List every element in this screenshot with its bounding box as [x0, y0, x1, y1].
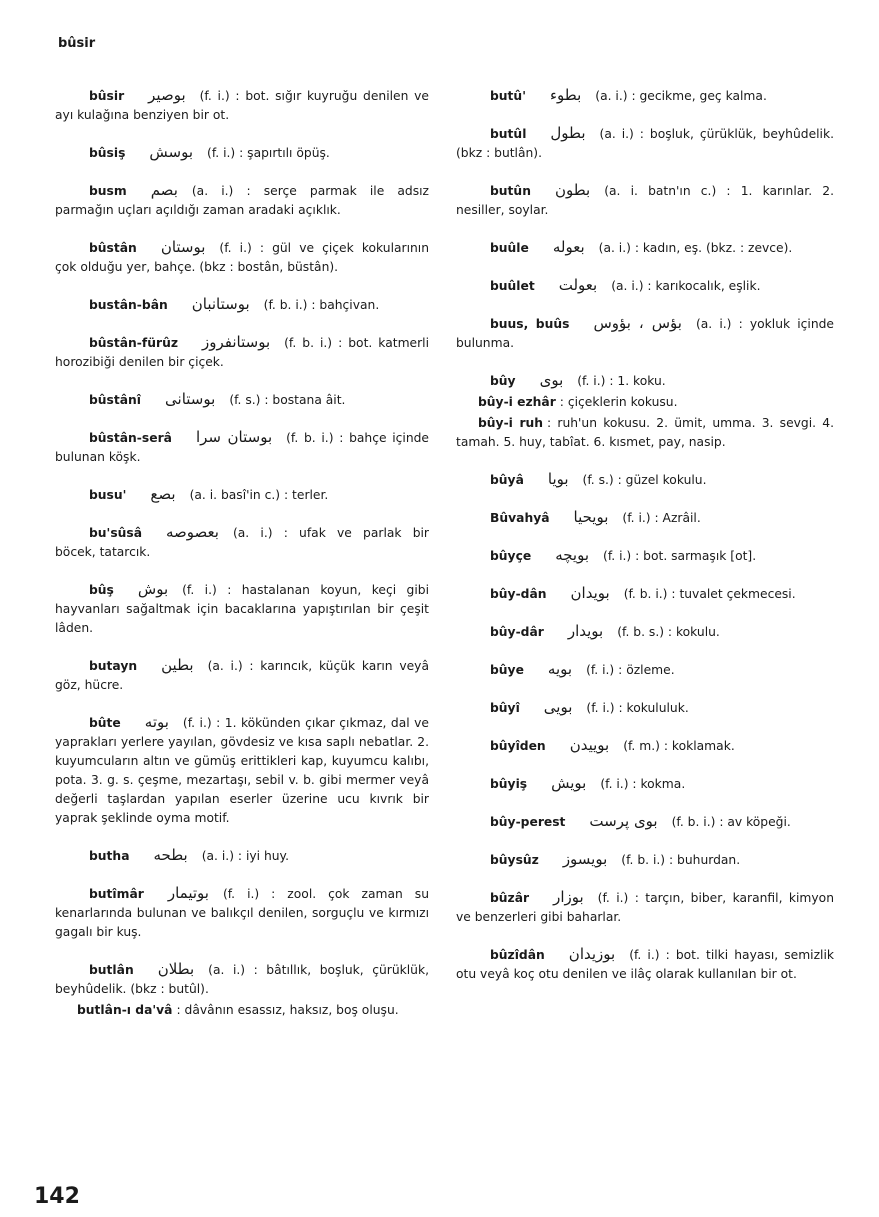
entry-definition: (f. i.) : bot. tilki hayası, semizlik otu veyâ koç otu denilen ve ilâç olarak kullanılan bir ot. [456, 948, 834, 981]
entry-arabic-script: بطوء [549, 86, 582, 104]
entry-arabic-script: بطلان [157, 960, 195, 978]
entry-headword: butlân [89, 963, 134, 977]
dictionary-entry [456, 945, 834, 984]
entry-definition: (a. i.) : iyi huy. [201, 849, 289, 863]
entry-arabic-script: بطول [550, 124, 586, 142]
dictionary-entry [456, 470, 834, 490]
entry-arabic-script: بوته [144, 713, 169, 731]
entry-arabic-script: بوتیمار [167, 884, 209, 902]
entry-headword: butûn [490, 184, 531, 198]
dictionary-entry [55, 295, 429, 315]
dictionary-entry [456, 86, 834, 106]
entry-headword: bûyçe [490, 549, 532, 563]
dictionary-entry [456, 276, 834, 296]
entry-headword: bûzîdân [490, 948, 545, 962]
entry-arabic-script: بویی [543, 698, 573, 716]
entry-arabic-script: بعوله [552, 238, 585, 256]
left-column [55, 86, 429, 1038]
entry-arabic-script: بوش [137, 580, 169, 598]
entry-definition: (a. i. batn'ın c.) : 1. karınlar. 2. nesiller, soylar. [456, 184, 834, 217]
entry-headword: bûy-perest [490, 815, 566, 829]
entry-definition: (f. i.) : özleme. [586, 663, 675, 677]
dictionary-entry [456, 414, 834, 452]
dictionary-entry [456, 508, 834, 528]
entry-headword: bûyîden [490, 739, 546, 753]
entry-headword: busu' [89, 488, 127, 502]
entry-headword: butûl [490, 127, 527, 141]
entry-arabic-script: بوصیر [148, 86, 186, 104]
entry-headword: buus, buûs [490, 317, 570, 331]
entry-definition: (f. b. i.) : bahçe içinde bulunan köşk. [55, 431, 429, 464]
dictionary-entry [55, 713, 429, 828]
entry-headword: buûlet [490, 279, 535, 293]
dictionary-entry [456, 181, 834, 220]
entry-definition: (f. b. i.) : bot. katmerli horozibiği denilen bir çiçek. [55, 336, 429, 369]
entry-arabic-script: بویا [547, 470, 569, 488]
dictionary-entry [456, 850, 834, 870]
dictionary-entry [456, 698, 834, 718]
entry-definition: (a. i.) : bâtıllık, boşluk, çürüklük, beyhûdelik. (bkz : butûl). [55, 963, 429, 996]
entry-definition: (f. i.) : Azrâil. [622, 511, 701, 525]
entry-definition: (f. i.) : hastalanan koyun, keçi gibi hayvanları sağaltmak için bacaklarına yapıştırılan bir çeşit lâden. [55, 583, 429, 635]
dictionary-entry [55, 485, 429, 505]
entry-arabic-script: بؤس ، بؤوس [593, 314, 682, 332]
entry-arabic-script: بوسش [149, 143, 194, 161]
entry-arabic-script: بویسوز [562, 850, 608, 868]
dictionary-entry [55, 1001, 429, 1020]
entry-arabic-script: بطین [161, 656, 194, 674]
entry-headword: bûstân [89, 241, 137, 255]
entry-arabic-script: بوی [539, 371, 564, 389]
entry-arabic-script: بویدان [570, 584, 610, 602]
dictionary-entry [55, 960, 429, 999]
entry-arabic-script: بوزار [553, 888, 584, 906]
dictionary-entry [55, 143, 429, 163]
dictionary-entry [456, 584, 834, 604]
entry-definition: (f. i.) : gül ve çiçek kokularının çok olduğu yer, bahçe. (bkz : bostân, büstân). [55, 241, 429, 274]
entry-definition: (f. i.) : zool. çok zaman su kenarlarında bulunan ve balıkçıl denilen, sorguçlu ve kırmızı gagalı bir kuş. [55, 887, 429, 939]
entry-definition: (f. b. i.) : buhurdan. [621, 853, 741, 867]
entry-arabic-script: بوییدن [569, 736, 610, 754]
entry-headword: bûye [490, 663, 524, 677]
entry-headword: bûş [89, 583, 114, 597]
entry-definition: (f. i.) : 1. koku. [577, 374, 666, 388]
running-head: bûsir [58, 36, 96, 51]
entry-headword: busm [89, 184, 127, 198]
entry-definition: (f. i.) : tarçın, biber, karanfil, kimyon ve benzerleri gibi baharlar. [456, 891, 834, 924]
entry-headword: bûstân-fürûz [89, 336, 178, 350]
dictionary-entry [456, 393, 834, 412]
entry-headword: Bûvahyâ [490, 511, 550, 525]
dictionary-entry [456, 736, 834, 756]
right-column [456, 86, 834, 1002]
dictionary-entry [55, 333, 429, 372]
dictionary-entry [55, 390, 429, 410]
entry-arabic-script: بویه [547, 660, 573, 678]
entry-definition: : ruh'un kokusu. 2. ümit, umma. 3. sevgi. 4. tamah. 5. huy, tabîat. 6. kısmet, pay, nasip. [456, 416, 834, 449]
dictionary-entry [456, 371, 834, 391]
entry-arabic-script: بوستانفروز [202, 333, 271, 351]
entry-definition: : çiçeklerin kokusu. [559, 395, 678, 409]
entry-arabic-script: بویحیا [573, 508, 609, 526]
entry-headword: bûstânî [89, 393, 142, 407]
dictionary-entry [456, 124, 834, 163]
entry-arabic-script: بویدار [567, 622, 604, 640]
dictionary-entry [55, 884, 429, 942]
entry-arabic-script: بعولت [558, 276, 598, 294]
entry-headword: bu'sûsâ [89, 526, 143, 540]
entry-headword: bûyâ [490, 473, 524, 487]
entry-definition: (f. b. s.) : kokulu. [617, 625, 720, 639]
dictionary-entry [456, 238, 834, 258]
dictionary-entry [456, 812, 834, 832]
entry-definition: (f. m.) : koklamak. [623, 739, 735, 753]
entry-arabic-script: بوستانبان [191, 295, 250, 313]
entry-headword: buûle [490, 241, 529, 255]
entry-headword: bûy-dân [490, 587, 547, 601]
entry-arabic-script: بوی پرست [589, 812, 658, 830]
entry-arabic-script: بطحه [153, 846, 188, 864]
dictionary-entry [55, 656, 429, 695]
entry-definition: (f. i.) : kokululuk. [586, 701, 689, 715]
entry-definition: (a. i.) : kadın, eş. (bkz. : zevce). [598, 241, 793, 255]
entry-headword: bûte [89, 716, 121, 730]
entry-arabic-script: بویش [551, 774, 587, 792]
dictionary-entry [55, 523, 429, 562]
entry-definition: : dâvânın esassız, haksız, boş oluşu. [176, 1003, 399, 1017]
dictionary-entry [55, 86, 429, 125]
entry-definition: (a. i.) : gecikme, geç kalma. [595, 89, 767, 103]
entry-arabic-script: بوزیدان [568, 945, 616, 963]
entry-headword: bûy-dâr [490, 625, 544, 639]
subentry-headword: butlân-ı da'vâ [77, 1003, 173, 1017]
entry-definition: (a. i.) : serçe parmak ile adsız parmağın uçları açıldığı zaman aradaki açıklık. [55, 184, 429, 217]
entry-definition: (a. i.) : ufak ve parlak bir böcek, tatarcık. [55, 526, 429, 559]
entry-definition: (a. i.) : yokluk içinde bulunma. [456, 317, 834, 350]
entry-headword: bûstân-serâ [89, 431, 172, 445]
entry-headword: butayn [89, 659, 138, 673]
entry-definition: (f. s.) : bostana âit. [229, 393, 346, 407]
entry-headword: butû' [490, 89, 526, 103]
dictionary-entry [456, 546, 834, 566]
entry-headword: bûyî [490, 701, 520, 715]
entry-definition: (f. i.) : kokma. [600, 777, 686, 791]
dictionary-entry [456, 660, 834, 680]
entry-definition: (f. b. i.) : tuvalet çekmecesi. [623, 587, 796, 601]
entry-definition: (f. s.) : güzel kokulu. [582, 473, 707, 487]
entry-headword: bûsir [89, 89, 125, 103]
entry-headword: bûysûz [490, 853, 539, 867]
entry-definition: (a. i. basî'in c.) : terler. [189, 488, 329, 502]
dictionary-entry [456, 622, 834, 642]
subentry-headword: bûy-i ruh [478, 416, 544, 430]
dictionary-entry [55, 846, 429, 866]
dictionary-entry [55, 580, 429, 638]
dictionary-entry [55, 238, 429, 277]
entry-headword: bûsiş [89, 146, 126, 160]
subentry-headword: bûy-i ezhâr [478, 395, 556, 409]
entry-headword: bustân-bân [89, 298, 168, 312]
entry-definition: (a. i.) : karıkocalık, eşlik. [611, 279, 761, 293]
entry-definition: (f. i.) : şapırtılı öpüş. [207, 146, 330, 160]
entry-definition: (f. b. i.) : bahçivan. [263, 298, 380, 312]
entry-headword: bûyiş [490, 777, 528, 791]
entry-headword: butha [89, 849, 130, 863]
page-number: 142 [34, 1184, 80, 1209]
entry-definition: (f. i.) : 1. kökünden çıkar çıkmaz, dal ve yaprakları yerlere yayılan, gövdesiz ve kısa saplı nebatlar. 2. kuyumcuların altın ve gümüş erittikleri kap, kuyumcu kalıbı, pota. 3. g. s. çeşme, mezartaşı, sebil v. b. gibi mermer veyâ değerli taşlardan yapılan eserler üzerine ucu kıvrık bir yaprak şeklinde oyma motif. [55, 716, 429, 825]
entry-headword: butîmâr [89, 887, 144, 901]
dictionary-entry [456, 774, 834, 794]
dictionary-entry [456, 314, 834, 353]
entry-definition: (f. b. i.) : av köpeği. [671, 815, 791, 829]
dictionary-entry [55, 181, 429, 220]
entry-arabic-script: بصع [150, 485, 176, 503]
dictionary-entry [456, 888, 834, 927]
entry-arabic-script: بطون [554, 181, 591, 199]
entry-arabic-script: بعصوصه [166, 523, 219, 541]
entry-definition: (f. i.) : bot. sarmaşık [ot]. [603, 549, 757, 563]
entry-definition: (f. i.) : bot. sığır kuyruğu denilen ve ayı kulağına benziyen bir ot. [55, 89, 429, 122]
entry-arabic-script: بوستان سرا [195, 428, 273, 446]
entry-arabic-script: بویچه [555, 546, 590, 564]
dictionary-entry [55, 428, 429, 467]
entry-arabic-script: بوستان [160, 238, 206, 256]
entry-arabic-script: بصم [150, 181, 178, 199]
entry-headword: bûzâr [490, 891, 530, 905]
entry-definition: (a. i.) : boşluk, çürüklük, beyhûdelik. (bkz : butlân). [456, 127, 834, 160]
entry-definition: (a. i.) : karıncık, küçük karın veyâ göz, hücre. [55, 659, 429, 692]
entry-headword: bûy [490, 374, 516, 388]
entry-arabic-script: بوستانی [165, 390, 216, 408]
